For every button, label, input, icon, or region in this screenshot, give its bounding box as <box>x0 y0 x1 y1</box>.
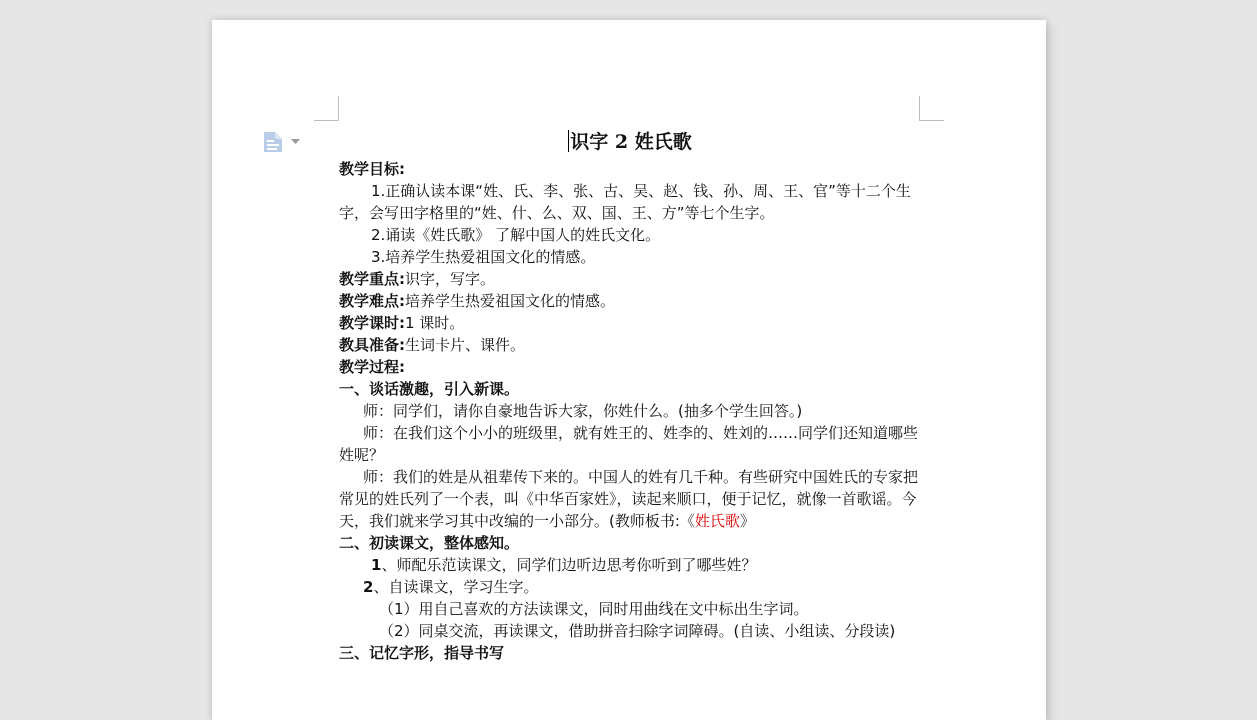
section2-subitem: （2）同桌交流，再读课文，借助拼音扫除字词障碍。(自读、小组读、分段读) <box>379 622 896 640</box>
document-icon <box>263 131 283 153</box>
chevron-down-icon <box>291 139 300 145</box>
document-title: 识字 2 姓氏歌 <box>570 131 692 153</box>
section1-paragraph: 师：我们的姓是从祖辈传下来的。中国人的姓有几千种。有些研究中国姓氏的专家把常见的姓氏列了一个表，叫《中华百家姓》，读起来顺口，便于记忆，就像一首歌谣。今天，我们就来学习其中改编的一小部分。(教师板书:《姓氏歌》 <box>339 468 919 530</box>
document-body[interactable] <box>339 126 921 664</box>
board-title-highlight: 姓氏歌 <box>694 512 740 530</box>
objectives-heading: 教学目标: <box>339 160 405 178</box>
section1-paragraph: 师：同学们，请你自豪地告诉大家，你姓什么。(抽多个学生回答。) <box>363 402 803 420</box>
section1-paragraph: 师：在我们这个小小的班级里，就有姓王的、姓李的、姓刘的……同学们还知道哪些姓呢？ <box>339 424 919 464</box>
key-points-line: 教学重点:识字，写字。 <box>339 270 496 288</box>
margin-marker-top-left <box>314 96 339 121</box>
process-heading: 教学过程: <box>339 358 405 376</box>
section1-heading: 一、谈话激趣，引入新课。 <box>339 380 520 398</box>
materials-line: 教具准备:生词卡片、课件。 <box>339 336 526 354</box>
document-page[interactable] <box>212 20 1046 720</box>
objective-item: 1.正确认读本课“姓、氏、李、张、古、吴、赵、钱、孙、周、王、官”等十二个生字，会写田字格里的“姓、什、么、双、国、王、方”等七个生字。 <box>339 182 911 222</box>
hours-line: 教学课时:1 课时。 <box>339 314 465 332</box>
objective-item: 2.诵读《姓氏歌》 了解中国人的姓氏文化。 <box>371 226 661 244</box>
section2-item: 1、师配乐范读课文，同学们边听边思考你听到了哪些姓？ <box>371 556 757 574</box>
objective-item: 3.培养学生热爱祖国文化的情感。 <box>371 248 596 266</box>
section3-heading: 三、记忆字形，指导书写 <box>339 644 505 662</box>
difficulties-line: 教学难点:培养学生热爱祖国文化的情感。 <box>339 292 616 310</box>
section2-subitem: （1）用自己喜欢的方法读课文，同时用曲线在文中标出生字词。 <box>379 600 809 618</box>
section2-item: 2、自读课文，学习生字。 <box>363 578 539 596</box>
section2-heading: 二、初读课文，整体感知。 <box>339 534 520 552</box>
paragraph-options-button[interactable] <box>263 131 303 153</box>
margin-marker-top-right <box>919 96 944 121</box>
